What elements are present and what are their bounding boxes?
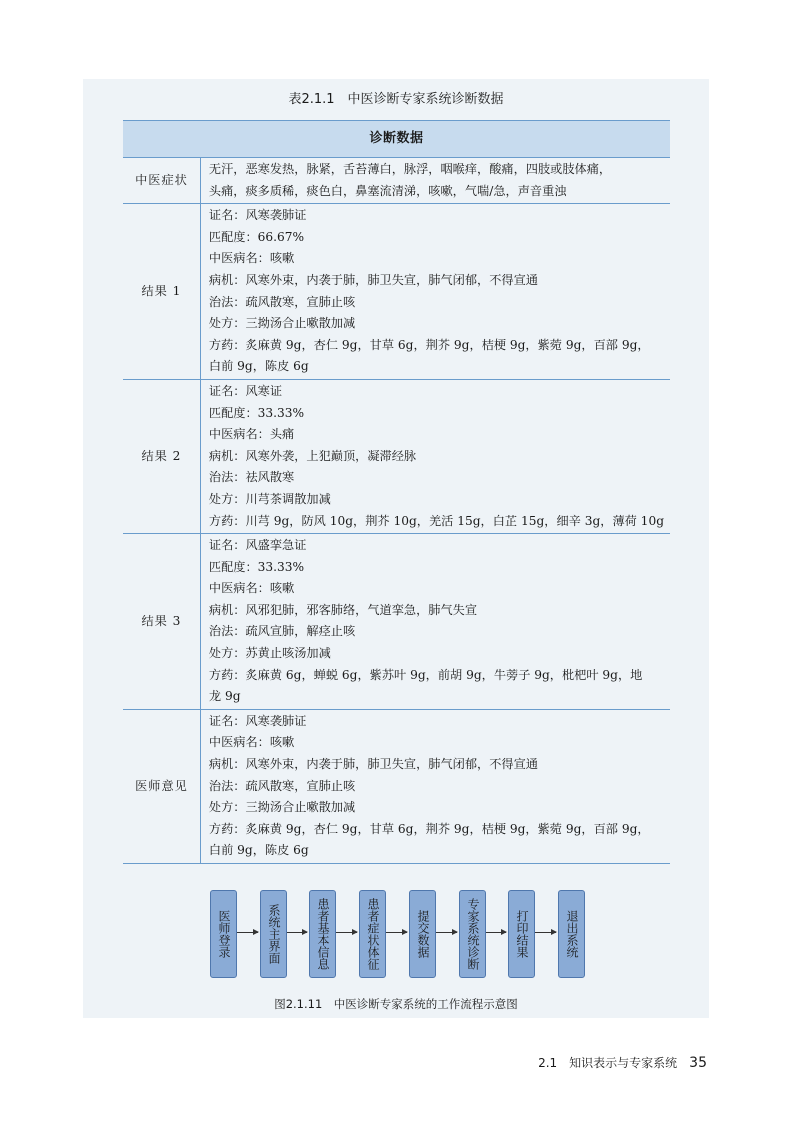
content-line: 证名：风寒袭肺证 <box>208 713 307 728</box>
content-line: 匹配度：33.33% <box>208 559 305 574</box>
table-row <box>123 204 670 380</box>
row-content <box>200 379 670 533</box>
content-line: 处方：川芎茶调散加减 <box>208 491 331 506</box>
flow-step-box: 提交数据 <box>409 890 436 978</box>
row-content <box>200 709 670 863</box>
table-row <box>123 158 670 204</box>
table-row <box>123 709 670 863</box>
row-label: 结果 1 <box>123 204 200 380</box>
content-line: 头痛，痰多质稀，痰色白，鼻塞流清涕，咳嗽，气喘/急，声音重浊 <box>208 183 567 198</box>
content-line: 治法：疏风散寒，宣肺止咳 <box>208 294 356 309</box>
flow-step-box: 系统主界面 <box>260 890 287 978</box>
content-line: 匹配度：33.33% <box>208 405 305 420</box>
row-content <box>200 158 670 204</box>
content-line: 无汗，恶寒发热，脉紧，舌苔薄白，脉浮，咽喉痒，酸痛，四肢或肢体痛， <box>208 162 612 176</box>
flow-step-box: 退出系统 <box>558 890 585 978</box>
content-line: 治法：祛风散寒 <box>208 470 295 485</box>
content-line: 中医病名：咳嗽 <box>208 251 295 266</box>
row-label: 结果 3 <box>123 534 200 710</box>
content-line: 处方：三拗汤合止嗽散加减 <box>208 800 356 815</box>
content-line: 病机：风邪犯肺，邪客肺络，气道挛急，肺气失宣 <box>208 602 478 617</box>
content-line: 中医病名：咳嗽 <box>208 735 295 750</box>
content-line: 方药：炙麻黄 9g，杏仁 9g，甘草 6g，荆芥 9g，桔梗 9g，紫菀 9g，百部 9g， <box>208 821 650 836</box>
content-line: 处方：苏黄止咳汤加减 <box>208 646 331 661</box>
figure-caption: 图2.1.11 中医诊断专家系统的工作流程示意图 <box>274 997 518 1011</box>
content-line: 中医病名：头痛 <box>208 427 295 442</box>
flow-step-box: 患者症状体征 <box>359 890 386 978</box>
row-label: 中医症状 <box>123 158 200 204</box>
flow-step-box: 专家系统诊断 <box>459 890 486 978</box>
table-row <box>123 379 670 533</box>
content-line: 匹配度：66.67% <box>208 229 305 244</box>
flow-step-box: 患者基本信息 <box>309 890 336 978</box>
flow-step-box: 打印结果 <box>508 890 535 978</box>
content-line: 方药：川芎 9g，防风 10g，荆芥 10g，羌活 15g，白芷 15g，细辛 3g，薄荷 10g <box>208 513 664 528</box>
content-line: 方药：炙麻黄 6g，蝉蜕 6g，紫苏叶 9g，前胡 9g，牛蒡子 9g，枇杷叶 9g，地 <box>208 667 643 682</box>
content-line: 证名：风寒袭肺证 <box>208 208 307 223</box>
table-title: 表2.1.1 中医诊断专家系统诊断数据 <box>288 92 504 107</box>
table-row <box>123 534 670 710</box>
row-content <box>200 534 670 710</box>
content-line: 治法：疏风宣肺，解痉止咳 <box>208 624 356 639</box>
content-line: 中医病名：咳嗽 <box>208 581 295 596</box>
content-line: 证名：风寒证 <box>208 383 283 398</box>
content-line: 治法：疏风散寒，宣肺止咳 <box>208 778 356 793</box>
page-footer <box>538 1054 707 1071</box>
content-line: 病机：风寒外袭，上犯巅顶，凝滞经脉 <box>208 448 417 463</box>
row-label: 医师意见 <box>123 709 200 863</box>
content-line: 白前 9g，陈皮 6g <box>208 843 309 858</box>
table-header: 诊断数据 <box>123 121 670 158</box>
diagnosis-table <box>123 120 670 864</box>
content-line: 龙 9g <box>208 689 241 704</box>
page-number: 35 <box>689 1055 707 1071</box>
content-line: 方药：炙麻黄 9g，杏仁 9g，甘草 6g，荆芥 9g，桔梗 9g，紫菀 9g，百部 9g， <box>208 337 650 352</box>
row-content <box>200 204 670 380</box>
content-line: 白前 9g，陈皮 6g <box>208 359 309 374</box>
content-line: 病机：风寒外束，内袭于肺，肺卫失宣，肺气闭郁，不得宣通 <box>208 272 538 287</box>
footer-section: 2.1 知识表示与专家系统 <box>538 1056 678 1070</box>
content-line: 证名：风盛挛急证 <box>208 538 307 553</box>
row-label: 结果 2 <box>123 379 200 533</box>
content-line: 病机：风寒外束，内袭于肺，肺卫失宣，肺气闭郁，不得宣通 <box>208 757 538 772</box>
content-line: 处方：三拗汤合止嗽散加减 <box>208 316 356 331</box>
flow-step-box: 医师登录 <box>210 890 237 978</box>
